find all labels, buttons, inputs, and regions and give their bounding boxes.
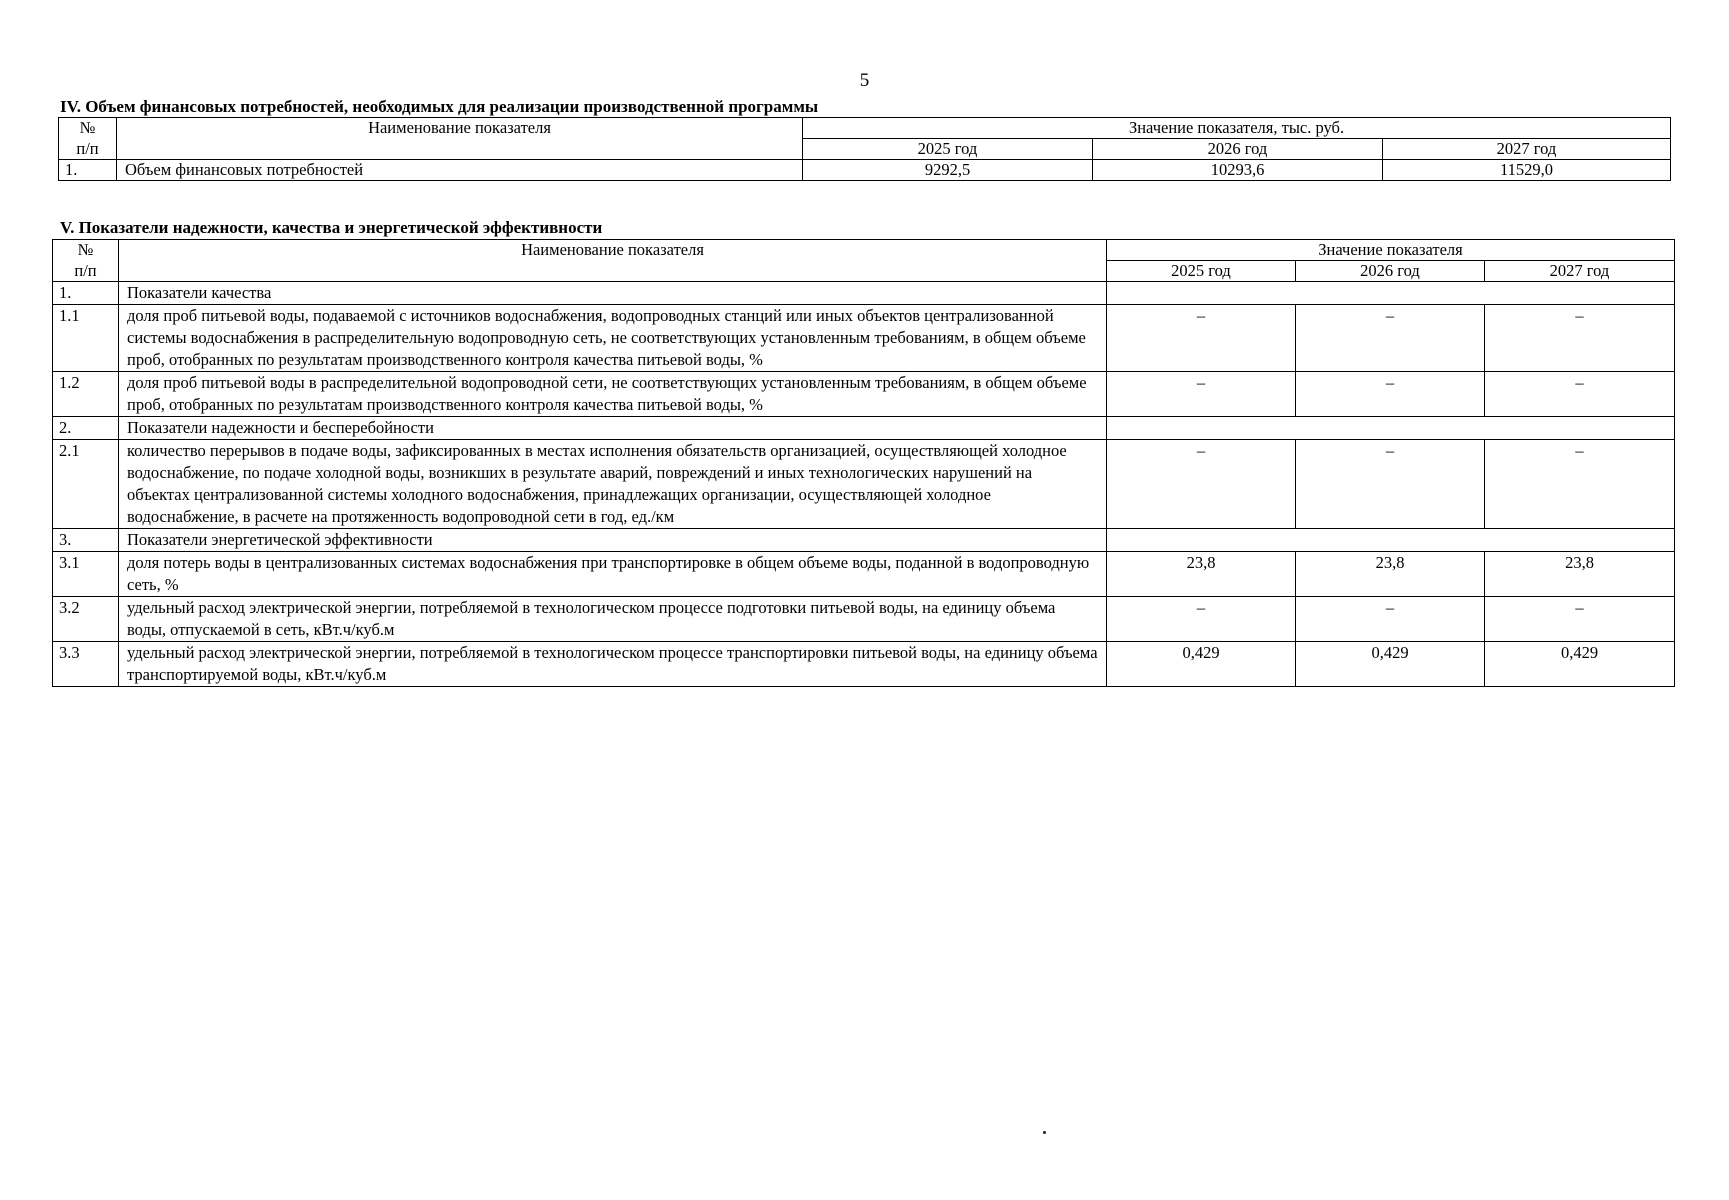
row-empty-values [1107, 417, 1675, 440]
row-name: удельный расход электрической энергии, потребляемой в технологическом процессе подготовки питьевой воды, на единицу объема воды, отпускаемой в сеть, кВт.ч/куб.м [119, 597, 1107, 642]
num-header: № [53, 240, 119, 261]
row-number: 3.2 [53, 597, 119, 642]
table-row [59, 160, 1671, 181]
table-row [53, 642, 1675, 687]
row-number: 2. [53, 417, 119, 440]
year-header: 2026 год [1296, 261, 1485, 282]
row-value: – [1107, 372, 1296, 417]
row-name: доля проб питьевой воды в распределительной водопроводной сети, не соответствующих установленным требованиям, в общем объеме проб, отобранных по результатам производственного контроля качества питьевой воды, % [119, 372, 1107, 417]
year-header: 2025 год [803, 139, 1093, 160]
row-value: 0,429 [1485, 642, 1675, 687]
row-value: – [1296, 305, 1485, 372]
row-number: 3.1 [53, 552, 119, 597]
row-value: 9292,5 [803, 160, 1093, 181]
year-header: 2027 год [1383, 139, 1671, 160]
row-value: – [1296, 372, 1485, 417]
row-name: Показатели энергетической эффективности [119, 529, 1107, 552]
row-number: 3.3 [53, 642, 119, 687]
row-name: удельный расход электрической энергии, потребляемой в технологическом процессе транспортировки питьевой воды, на единицу объема транспортируемой воды, кВт.ч/куб.м [119, 642, 1107, 687]
row-value: – [1296, 440, 1485, 529]
financial-needs-table [58, 117, 1671, 181]
row-number: 1. [53, 282, 119, 305]
row-value: – [1485, 372, 1675, 417]
year-header: 2026 год [1093, 139, 1383, 160]
row-name: доля проб питьевой воды, подаваемой с источников водоснабжения, водопроводных станций или иных объектов централизованной системы водоснабжения в распределительную водопроводную сеть, не соответствующих установленным требованиям, в общем объеме проб, отобранных по результатам производственного контроля качества питьевой воды, % [119, 305, 1107, 372]
value-group-header: Значение показателя, тыс. руб. [803, 118, 1671, 139]
row-value: – [1107, 440, 1296, 529]
row-value: – [1485, 440, 1675, 529]
year-header: 2025 год [1107, 261, 1296, 282]
section-4-title: IV. Объем финансовых потребностей, необходимых для реализации производственной программы [60, 97, 819, 116]
row-value: 11529,0 [1383, 160, 1671, 181]
row-value: 0,429 [1296, 642, 1485, 687]
row-number: 1.1 [53, 305, 119, 372]
num-header: № [59, 118, 117, 139]
scan-speck [1043, 1131, 1046, 1134]
year-header: 2027 год [1485, 261, 1675, 282]
num-header-sub: п/п [53, 261, 119, 282]
value-group-header: Значение показателя [1107, 240, 1675, 261]
row-empty-values [1107, 529, 1675, 552]
row-value: – [1485, 305, 1675, 372]
row-name: Показатели надежности и бесперебойности [119, 417, 1107, 440]
row-value: – [1485, 597, 1675, 642]
row-name: количество перерывов в подаче воды, зафиксированных в местах исполнения обязательств организацией, осуществляющей холодное водоснабжение, по подаче холодной воды, возникших в результате аварий, повреждений и иных технологических нарушений на объектах централизованной системы холодного водоснабжения, принадлежащих организации, осуществляющей холодное водоснабжение, в расчете на протяженность водопроводной сети в год, ед./км [119, 440, 1107, 529]
row-value: – [1107, 305, 1296, 372]
row-value: 0,429 [1107, 642, 1296, 687]
row-number: 1.2 [53, 372, 119, 417]
row-name: Объем финансовых потребностей [117, 160, 803, 181]
num-header-sub: п/п [59, 139, 117, 160]
row-value: 23,8 [1107, 552, 1296, 597]
row-value: – [1107, 597, 1296, 642]
row-value: 23,8 [1485, 552, 1675, 597]
row-value: – [1296, 597, 1485, 642]
table-row [53, 597, 1675, 642]
row-empty-values [1107, 282, 1675, 305]
row-value: 10293,6 [1093, 160, 1383, 181]
table-header-row [59, 118, 1671, 139]
name-header: Наименование показателя [119, 240, 1107, 282]
name-header: Наименование показателя [117, 118, 803, 160]
row-name: Показатели качества [119, 282, 1107, 305]
row-value: 23,8 [1296, 552, 1485, 597]
row-name: доля потерь воды в централизованных системах водоснабжения при транспортировке в общем объеме воды, поданной в водопроводную сеть, % [119, 552, 1107, 597]
page-number: 5 [859, 70, 870, 91]
table-row [53, 282, 1675, 305]
table-header-row [53, 240, 1675, 261]
row-number: 3. [53, 529, 119, 552]
table-row [53, 305, 1675, 372]
row-number: 1. [59, 160, 117, 181]
row-number: 2.1 [53, 440, 119, 529]
table-row [53, 552, 1675, 597]
reliability-quality-table [52, 239, 1675, 687]
table-row [53, 417, 1675, 440]
table-row [53, 440, 1675, 529]
table-row [53, 529, 1675, 552]
section-5-title: V. Показатели надежности, качества и энергетической эффективности [60, 218, 603, 237]
table-row [53, 372, 1675, 417]
